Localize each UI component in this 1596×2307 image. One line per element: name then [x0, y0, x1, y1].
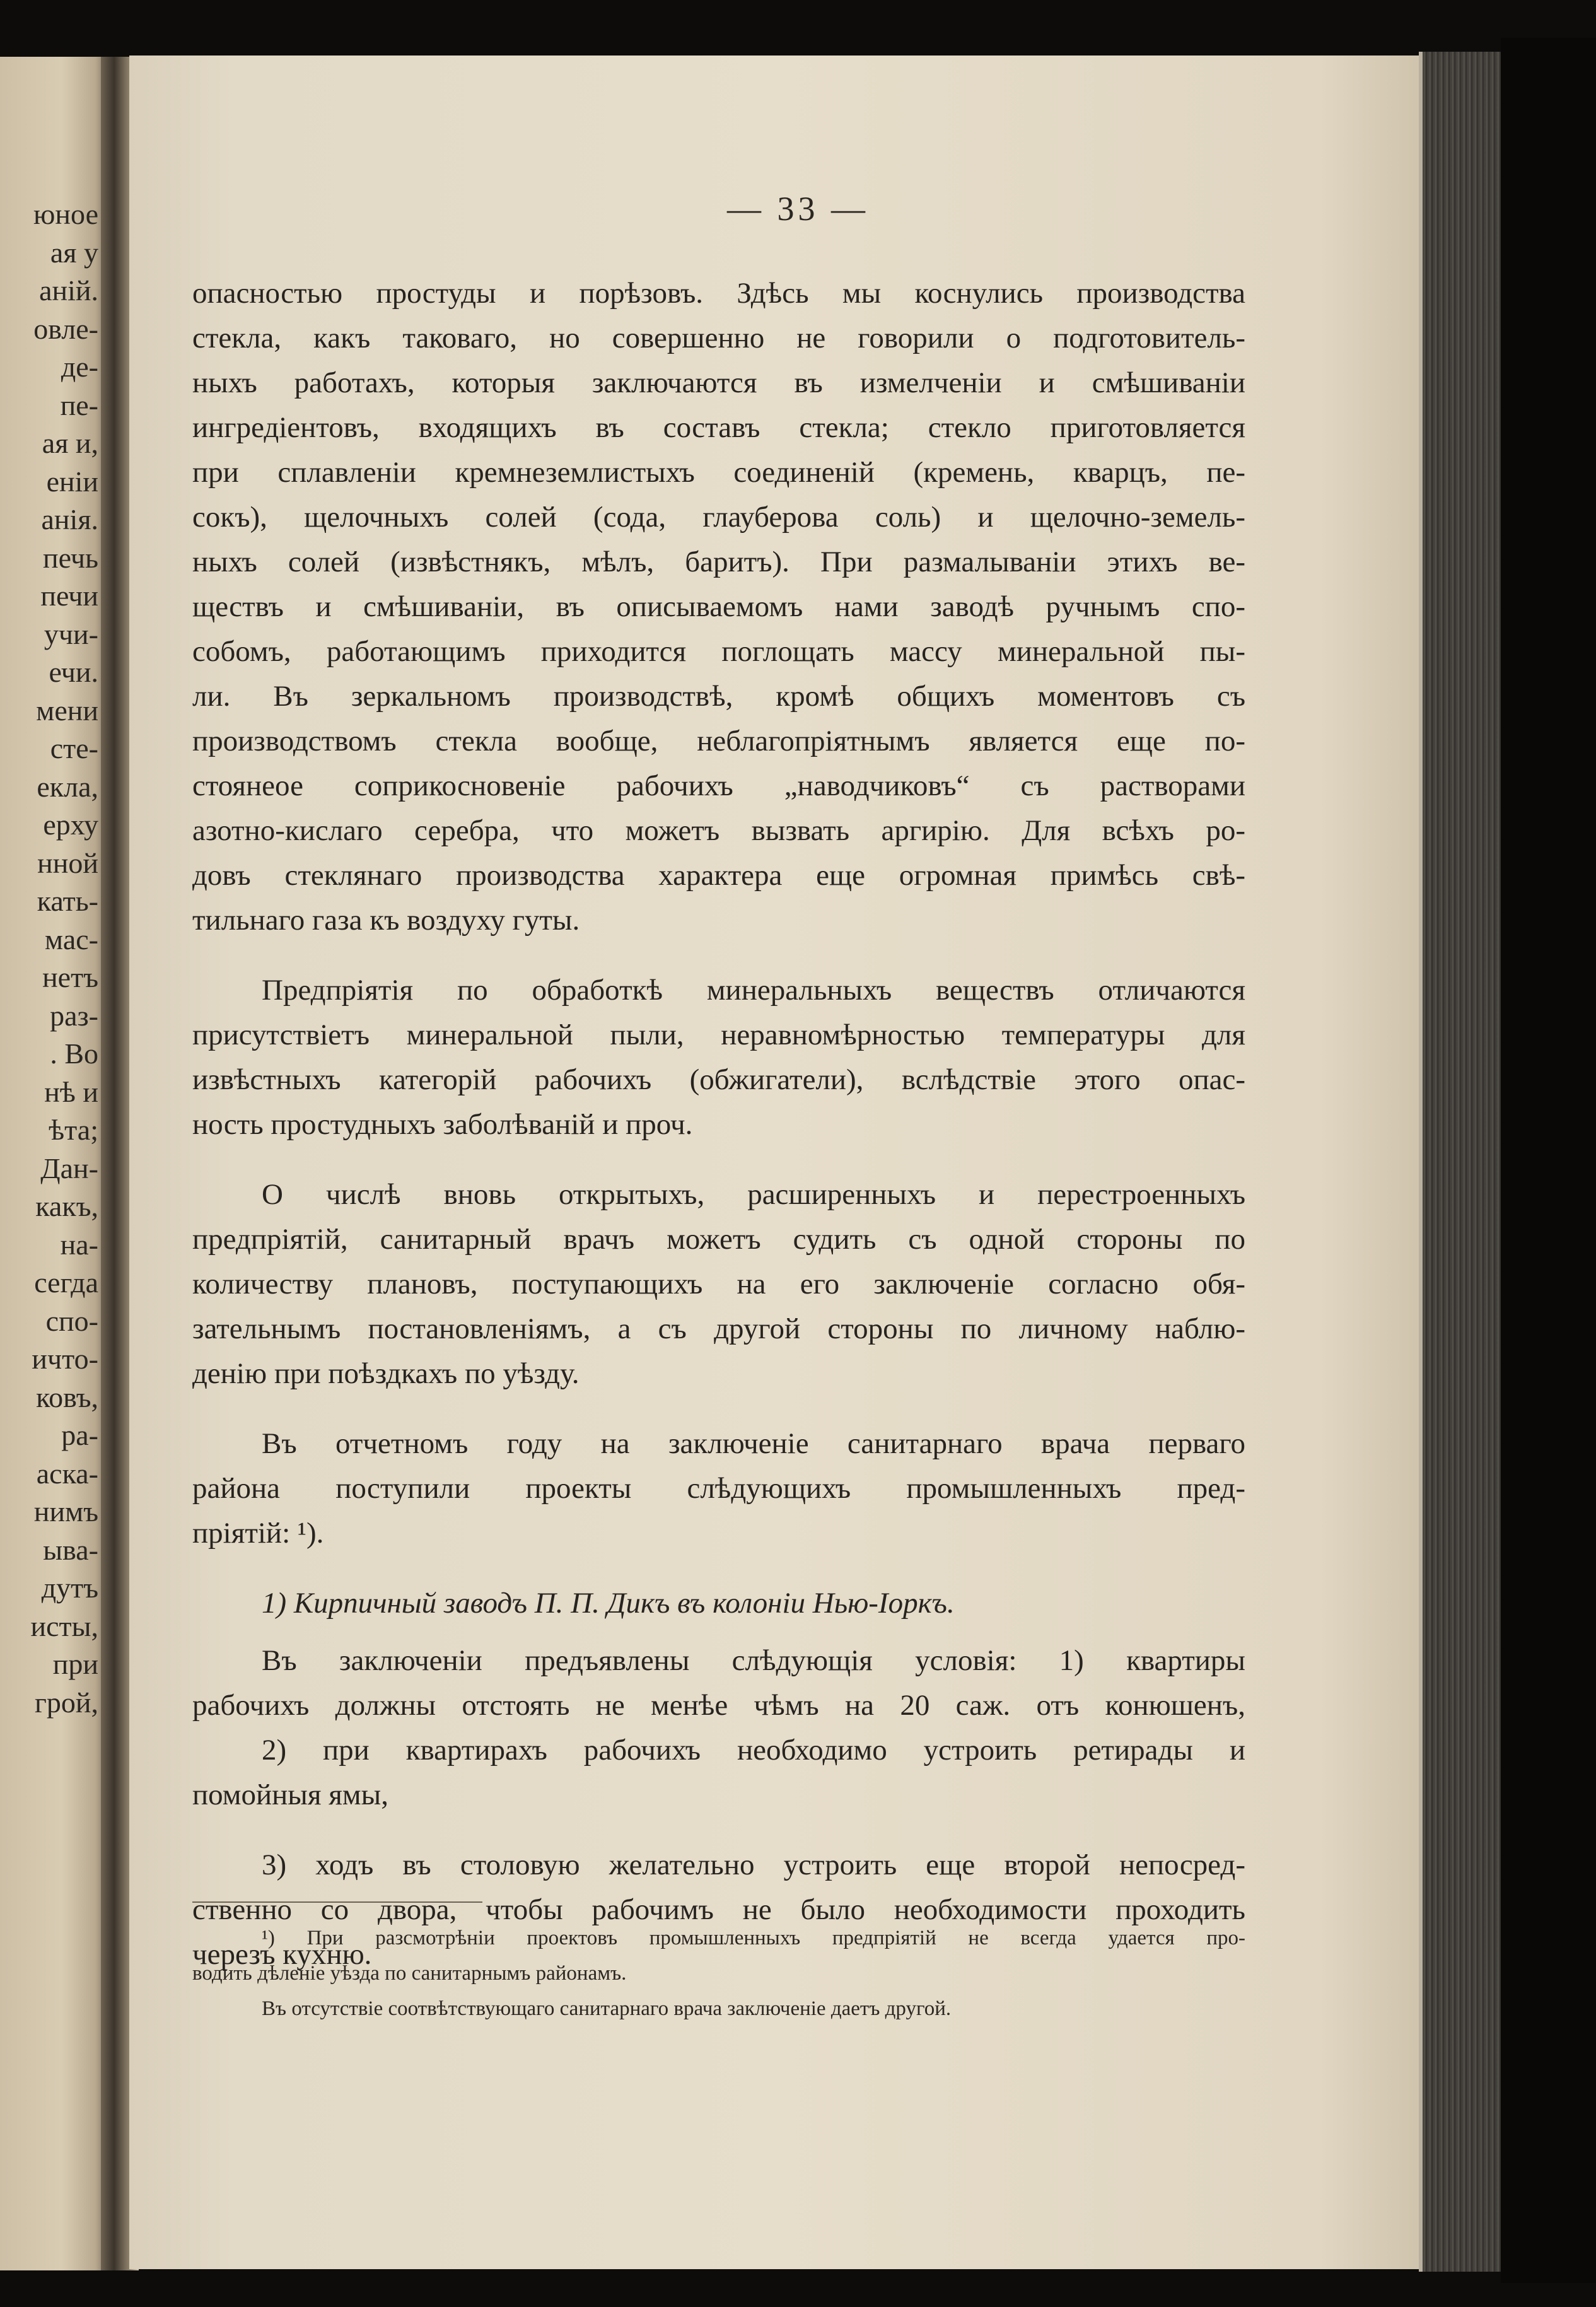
- paragraph: [192, 1172, 1245, 1396]
- left-page-fragment: овле-: [33, 312, 98, 345]
- left-page-fragment: анія.: [41, 503, 98, 535]
- left-page-fragment: ерху: [43, 809, 98, 841]
- paragraph: [192, 271, 1245, 943]
- page-edges: [1419, 52, 1505, 2272]
- text-line: Предпріятія по обработкѣ минеральныхъ веществъ отличаются: [262, 974, 1245, 1007]
- left-page-fragment: . Во: [50, 1037, 98, 1070]
- left-page-fragment: пе-: [60, 388, 98, 421]
- text-line: количеству плановъ, поступающихъ на его заключеніе согласно обя-: [192, 1268, 1245, 1300]
- footnote-line: Въ отсутствіе соотвѣтствующаго санитарнаго врача заключеніе даетъ другой.: [262, 1997, 952, 2020]
- left-page-fragment: мени: [36, 694, 98, 727]
- text-line: собомъ, работающимъ приходится поглощать массу минеральной пы-: [192, 635, 1245, 668]
- text-line: черезъ кухню.: [192, 1938, 372, 1971]
- text-line: довъ стеклянаго производства характера еще огромная примѣсь свѣ-: [192, 859, 1245, 892]
- left-page-fragment: мас-: [45, 923, 98, 955]
- text-line: азотно-кислаго серебра, что можетъ вызвать аргирію. Для всѣхъ ро-: [192, 814, 1245, 847]
- left-page-fragment: юное: [33, 198, 98, 230]
- left-page: [0, 57, 112, 2270]
- left-page-fragment: нетъ: [42, 961, 98, 993]
- left-page-fragment: ра-: [61, 1419, 98, 1451]
- left-page-fragment: нной: [37, 846, 98, 879]
- text-line: помойныя ямы,: [192, 1778, 388, 1811]
- text-line: ственно со двора, чтобы рабочимъ не было необходимости проходить: [192, 1893, 1245, 1926]
- text-line: опасностью простуды и порѣзовъ. Здѣсь мы коснулись производства: [192, 277, 1245, 310]
- left-page-fragment: грой,: [35, 1686, 98, 1719]
- left-page-fragment: екла,: [37, 770, 98, 803]
- paragraph: [192, 1422, 1245, 1556]
- left-page-fragment: сте-: [50, 732, 98, 764]
- page-number: — 33 —: [727, 190, 869, 228]
- left-page-fragment: какъ,: [35, 1190, 98, 1222]
- left-page-fragment: спо-: [45, 1304, 98, 1337]
- text-line: зательнымъ постановленіямъ, а съ другой стороны по личному наблю-: [192, 1312, 1245, 1345]
- paragraph: [192, 968, 1245, 1147]
- text-line: стекла, какъ таковаго, но совершенно не говорили о подготовитель-: [192, 322, 1245, 354]
- paragraph: [192, 1638, 1245, 1728]
- section-heading: [192, 1581, 1245, 1626]
- left-page-fragment: де-: [61, 351, 98, 383]
- left-page-fragment: ѣта;: [49, 1114, 98, 1146]
- text-line: ность простудныхъ заболѣваній и проч.: [192, 1108, 693, 1141]
- left-page-fragment: ечи.: [49, 656, 98, 688]
- left-page-fragment: нѣ и: [44, 1075, 98, 1108]
- left-page-fragment: при: [52, 1648, 98, 1680]
- text-line: предпріятій, санитарный врачъ можетъ судить съ одной стороны по: [192, 1223, 1245, 1256]
- text-line: стоянеое соприкосновеніе рабочихъ „наводчиковъ“ съ растворами: [192, 769, 1245, 802]
- text-line: района поступили проекты слѣдующихъ промышленныхъ пред-: [192, 1472, 1245, 1505]
- text-line: ингредіентовъ, входящихъ въ составъ стекла; стекло приготовляется: [192, 411, 1245, 444]
- text-line: рабочихъ должны отстоять не менѣе чѣмъ на 20 саж. отъ конюшенъ,: [192, 1689, 1245, 1722]
- footnotes: [192, 1920, 1245, 2026]
- left-page-fragment: Дан-: [40, 1152, 98, 1184]
- text-line: тильнаго газа къ воздуху гуты.: [192, 904, 580, 937]
- text-line: Въ отчетномъ году на заключеніе санитарнаго врача перваго: [262, 1427, 1245, 1460]
- text-line: пріятій: ¹).: [192, 1517, 324, 1550]
- left-page-fragment: ичто-: [32, 1343, 98, 1375]
- book-cover-edge: [1501, 38, 1596, 2283]
- text-line: ныхъ солей (извѣстнякъ, мѣлъ, баритъ). При размалываніи этихъ ве-: [192, 546, 1245, 578]
- text-line: производствомъ стекла вообще, неблагопріятнымъ является еще по-: [192, 725, 1245, 757]
- left-page-fragment: дутъ: [41, 1572, 98, 1604]
- footnote-rule: [192, 1901, 482, 1903]
- text-line: сокъ), щелочныхъ солей (сода, глауберова соль) и щелочно-земель-: [192, 501, 1245, 534]
- text-line: Въ заключеніи предъявлены слѣдующія условія: 1) квартиры: [262, 1644, 1245, 1677]
- left-page-fragment: печь: [42, 541, 98, 574]
- footnote-line: ¹) При разсмотрѣніи проектовъ промышленныхъ предпріятій не всегда удается про-: [262, 1927, 1245, 1949]
- text-line: 1) Кирпичный заводъ П. П. Дикъ въ колоніи Нью-Іоркъ.: [262, 1587, 955, 1620]
- left-page-fragment: ая у: [50, 236, 98, 269]
- left-page-fragment: ыва-: [43, 1533, 98, 1566]
- text-line: ли. Въ зеркальномъ производствѣ, кромѣ общихъ моментовъ съ: [192, 680, 1245, 713]
- text-line: присутствіетъ минеральной пыли, неравномѣрностью температуры для: [192, 1019, 1245, 1051]
- text-line: ныхъ работахъ, которыя заключаются въ измелченіи и смѣшиваніи: [192, 366, 1245, 399]
- left-page-fragment: печи: [40, 580, 98, 612]
- left-page-fragment: на-: [60, 1228, 98, 1261]
- left-page-fragment: кать-: [37, 885, 98, 917]
- left-page-fragment: исты,: [30, 1609, 98, 1642]
- left-page-fragment: нимъ: [33, 1495, 98, 1527]
- text-line: 2) при квартирахъ рабочихъ необходимо устроить ретирады и: [262, 1734, 1245, 1767]
- left-page-fragment: аска-: [36, 1457, 98, 1490]
- text-line: извѣстныхъ категорій рабочихъ (обжигатели), вслѣдствіе этого опас-: [192, 1063, 1245, 1096]
- paragraph: [192, 1728, 1245, 1818]
- left-page-fragment: ковъ,: [36, 1381, 98, 1413]
- text-line: 3) ходъ въ столовую желательно устроить еще второй непосред-: [262, 1849, 1245, 1881]
- left-page-fragment: еніи: [46, 465, 98, 498]
- text-line: ществъ и смѣшиваніи, въ описываемомъ нами заводѣ ручнымъ спо-: [192, 590, 1245, 623]
- text-line: денію при поѣздкахъ по уѣзду.: [192, 1357, 580, 1390]
- main-text: [192, 271, 1245, 1977]
- left-page-fragment: сегда: [34, 1266, 98, 1299]
- left-page-fragment: ая и,: [42, 427, 98, 459]
- left-page-fragment: аній.: [39, 274, 98, 307]
- left-page-fragment: учи-: [44, 617, 98, 650]
- text-line: О числѣ вновь открытыхъ, расширенныхъ и перестроенныхъ: [262, 1178, 1245, 1211]
- footnote-line: водить дѣленіе уѣзда по санитарнымъ районамъ.: [192, 1962, 627, 1985]
- left-page-fragment: раз-: [50, 999, 98, 1032]
- text-line: при сплавленіи кремнеземлистыхъ соединеній (кремень, кварцъ, пе-: [192, 456, 1245, 489]
